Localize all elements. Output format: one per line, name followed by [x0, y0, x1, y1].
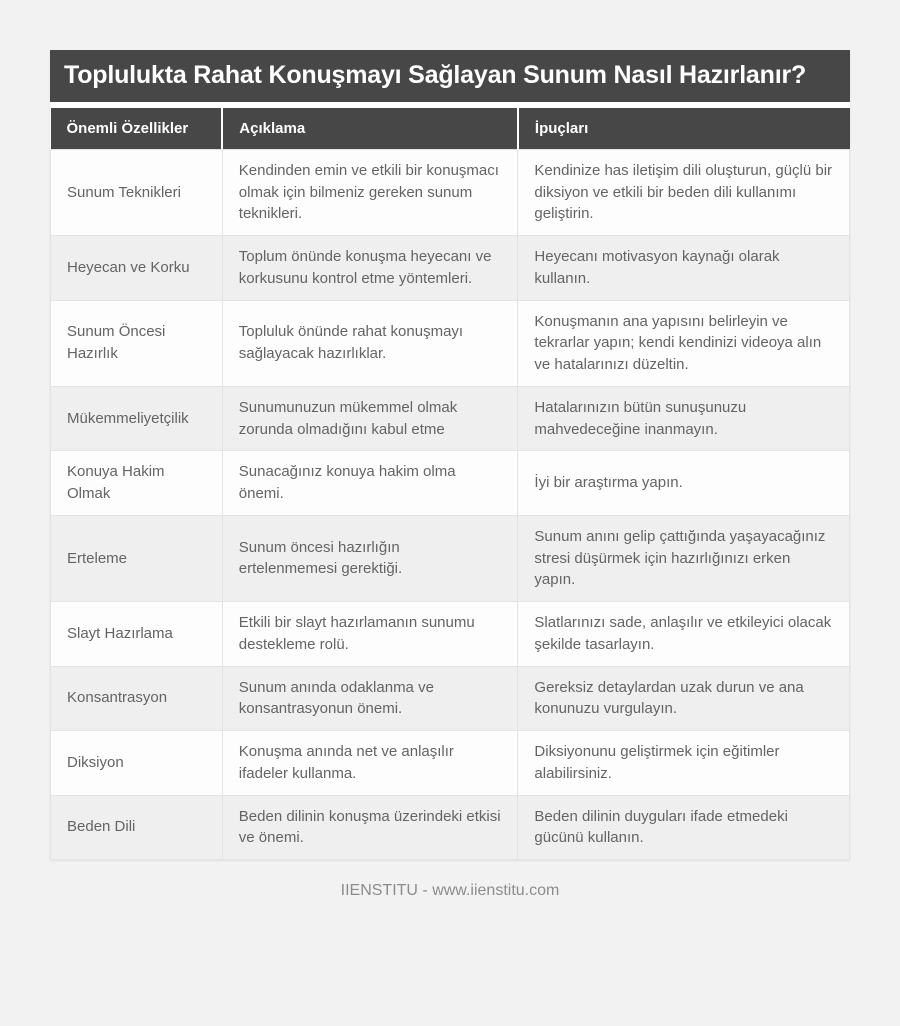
description-cell: Sunum anında odaklanma ve konsantrasyonun önemi.: [222, 666, 518, 731]
feature-cell: Diksiyon: [51, 731, 223, 796]
column-header-tips: İpuçları: [518, 108, 850, 150]
table-row: [51, 236, 850, 301]
feature-cell: Heyecan ve Korku: [51, 236, 223, 301]
table-row: [51, 795, 850, 860]
page-title: Toplulukta Rahat Konuşmayı Sağlayan Sunum Nasıl Hazırlanır?: [50, 50, 850, 102]
description-cell: Etkili bir slayt hazırlamanın sunumu destekleme rolü.: [222, 602, 518, 667]
description-cell: Konuşma anında net ve anlaşılır ifadeler kullanma.: [222, 731, 518, 796]
feature-cell: Beden Dili: [51, 795, 223, 860]
table-row: [51, 149, 850, 235]
table-row: [51, 602, 850, 667]
table-row: [51, 515, 850, 601]
column-header-description: Açıklama: [222, 108, 518, 150]
feature-cell: Sunum Teknikleri: [51, 149, 223, 235]
header-row: [51, 108, 850, 150]
tip-cell: Beden dilinin duyguları ifade etmedeki gücünü kullanın.: [518, 795, 850, 860]
table-row: [51, 386, 850, 451]
column-header-features: Önemli Özellikler: [51, 108, 223, 150]
description-cell: Kendinden emin ve etkili bir konuşmacı olmak için bilmeniz gereken sunum teknikleri.: [222, 149, 518, 235]
tip-cell: Diksiyonunu geliştirmek için eğitimler alabilirsiniz.: [518, 731, 850, 796]
description-cell: Sunumunuzun mükemmel olmak zorunda olmadığını kabul etme: [222, 386, 518, 451]
presentation-guide-card: [50, 50, 850, 860]
tip-cell: Konuşmanın ana yapısını belirleyin ve tekrarlar yapın; kendi kendinizi videoya alın ve hatalarınızı düzeltin.: [518, 300, 850, 386]
table-row: [51, 300, 850, 386]
tip-cell: İyi bir araştırma yapın.: [518, 451, 850, 516]
feature-cell: Konuya Hakim Olmak: [51, 451, 223, 516]
table-row: [51, 731, 850, 796]
table-row: [51, 666, 850, 731]
description-cell: Topluluk önünde rahat konuşmayı sağlayacak hazırlıklar.: [222, 300, 518, 386]
feature-cell: Konsantrasyon: [51, 666, 223, 731]
tip-cell: Kendinize has iletişim dili oluşturun, güçlü bir diksiyon ve etkili bir beden dili kullanımı geliştirin.: [518, 149, 850, 235]
feature-cell: Sunum Öncesi Hazırlık: [51, 300, 223, 386]
description-cell: Toplum önünde konuşma heyecanı ve korkusunu kontrol etme yöntemleri.: [222, 236, 518, 301]
tip-cell: Hatalarınızın bütün sunuşunuzu mahvedeceğine inanmayın.: [518, 386, 850, 451]
tip-cell: Gereksiz detaylardan uzak durun ve ana konunuzu vurgulayın.: [518, 666, 850, 731]
feature-cell: Slayt Hazırlama: [51, 602, 223, 667]
tip-cell: Sunum anını gelip çattığında yaşayacağınız stresi düşürmek için hazırlığınızı erken yapın.: [518, 515, 850, 601]
presentation-tips-table: [50, 108, 850, 860]
table-row: [51, 451, 850, 516]
footer-text: IIENSTITU - www.iienstitu.com: [340, 882, 560, 899]
description-cell: Sunum öncesi hazırlığın ertelenmemesi gerektiği.: [222, 515, 518, 601]
description-cell: Beden dilinin konuşma üzerindeki etkisi ve önemi.: [222, 795, 518, 860]
tip-cell: Slatlarınızı sade, anlaşılır ve etkileyici olacak şekilde tasarlayın.: [518, 602, 850, 667]
feature-cell: Erteleme: [51, 515, 223, 601]
description-cell: Sunacağınız konuya hakim olma önemi.: [222, 451, 518, 516]
feature-cell: Mükemmeliyetçilik: [51, 386, 223, 451]
tip-cell: Heyecanı motivasyon kaynağı olarak kullanın.: [518, 236, 850, 301]
